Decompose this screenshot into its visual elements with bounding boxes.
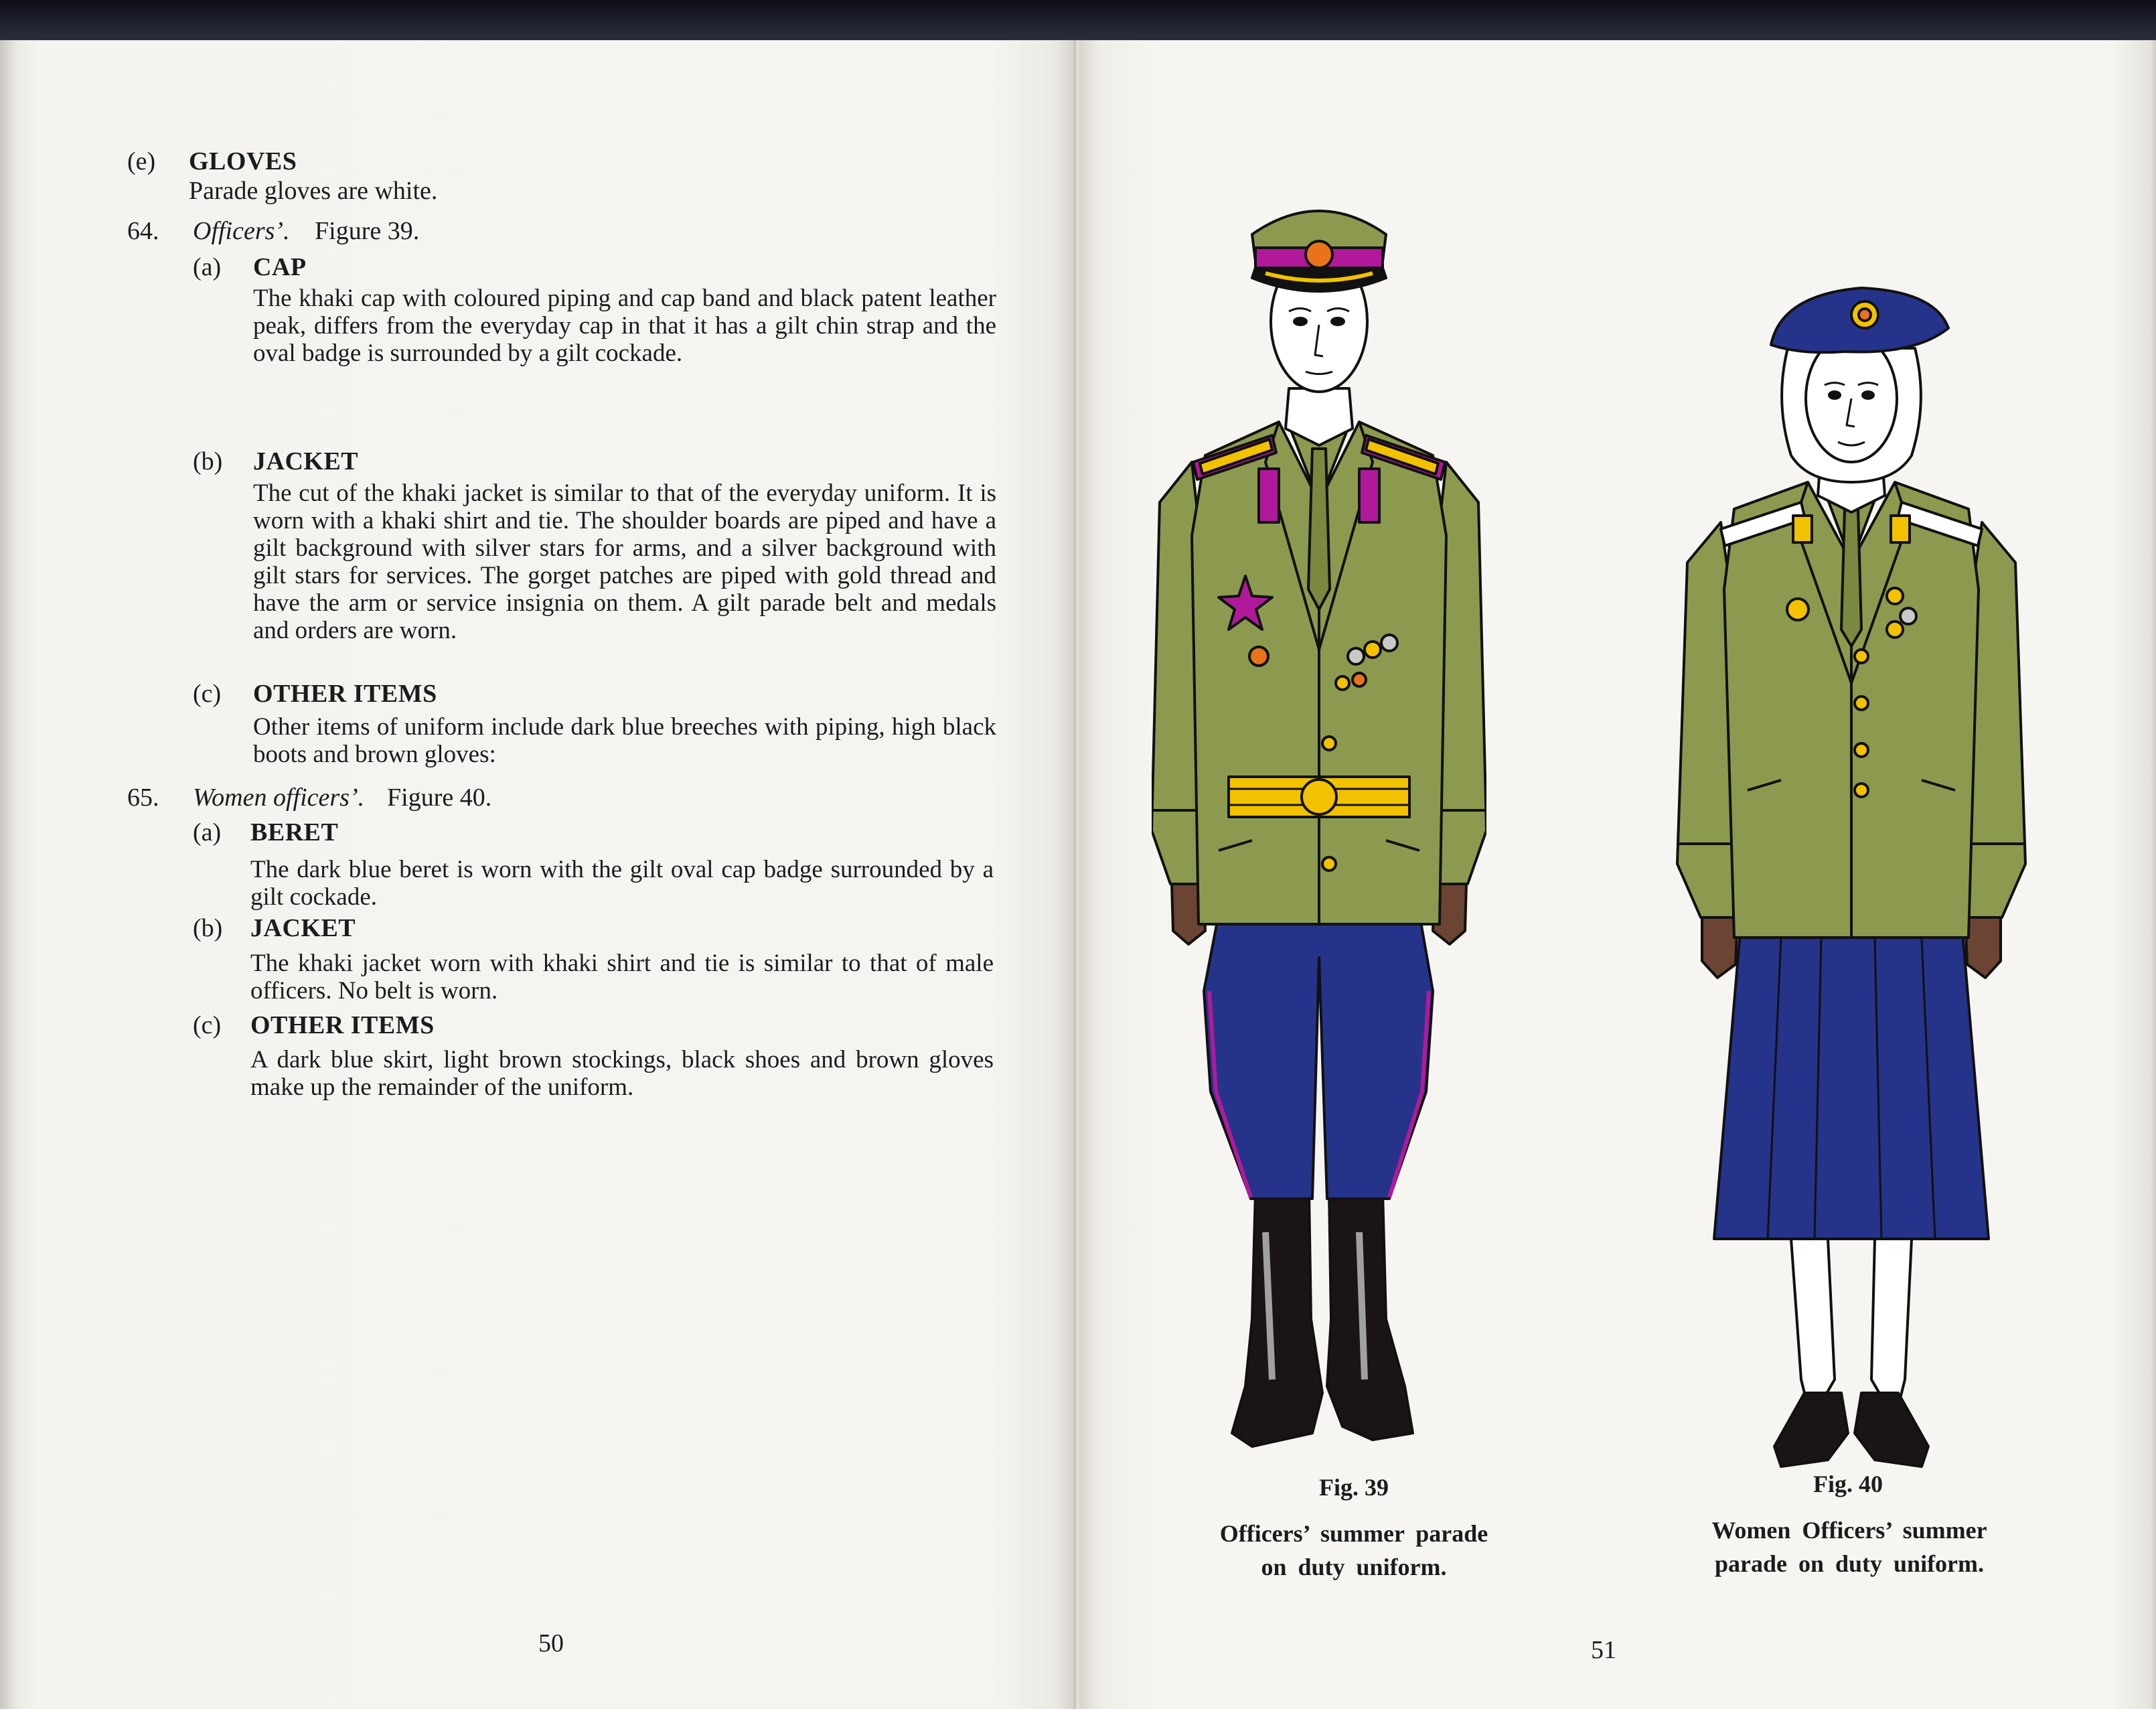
- para-65a-heading: BERET: [250, 818, 339, 846]
- para-64c-text: Other items of uniform include dark blue breeches with piping, high black boots and brown gloves:: [253, 713, 996, 768]
- para-64a-marker: (a): [193, 253, 222, 281]
- fig-39-label: Fig. 39: [1319, 1474, 1389, 1501]
- para-65b-text: The khaki jacket worn with khaki shirt and tie is similar to that of male officers. No belt is worn.: [250, 950, 994, 1005]
- para-64-number: 64.: [127, 217, 159, 245]
- right-glove-w: [1965, 917, 2001, 978]
- fig-40-caption: [1682, 1513, 2017, 1580]
- fig-40-caption-line1: Women Officers’ summer: [1711, 1517, 1987, 1544]
- para-65a-marker: (a): [193, 818, 222, 846]
- item-e-marker: (e): [127, 147, 156, 175]
- figure-39-illustration: [1152, 188, 1486, 1493]
- para-64c-heading: OTHER ITEMS: [253, 680, 437, 708]
- fig-39-caption-line1: Officers’ summer parade: [1219, 1520, 1488, 1547]
- para-65c-text: A dark blue skirt, light brown stockings, black shoes and brown gloves make up the remainder of the uniform.: [250, 1046, 994, 1101]
- left-shoe: [1774, 1393, 1848, 1467]
- cap-badge-icon: [1306, 241, 1332, 268]
- para-65-figref: Figure 40.: [387, 784, 492, 812]
- para-64b-text: The cut of the khaki jacket is similar to that of the everyday uniform. It is worn with a khaki shirt and tie. The shoulder boards are piped and have a gilt background with silver stars for arms, and a silver background with gilt stars for services. The gorget patches are piped with gold thread and have the arm or service insignia on them. A gilt parade belt and medals and orders are worn.: [253, 479, 996, 644]
- para-65c-heading: OTHER ITEMS: [250, 1011, 435, 1039]
- fig-39-caption-line2: on duty uniform.: [1261, 1554, 1447, 1580]
- page-50: [0, 40, 1078, 1709]
- para-64a-text: The khaki cap with coloured piping and cap band and black patent leather peak, differs from the everyday cap in that it has a gilt chin strap and the oval badge is surrounded by a gilt cockade.: [253, 285, 996, 367]
- page-51: [1079, 40, 2156, 1709]
- para-64a-heading: CAP: [253, 253, 307, 281]
- para-65b-marker: (b): [193, 914, 223, 942]
- tie-w: [1841, 509, 1861, 646]
- para-64b-marker: (b): [193, 447, 223, 475]
- right-boot: [1327, 1192, 1413, 1440]
- dark-blue-skirt: [1714, 924, 1989, 1239]
- para-65-title: Women officers’.: [193, 784, 365, 812]
- left-glove-w: [1702, 917, 1738, 978]
- para-64-title: Officers’.: [193, 217, 290, 245]
- right-shoe: [1855, 1393, 1928, 1467]
- para-65c-marker: (c): [193, 1011, 222, 1039]
- para-65b-heading: JACKET: [250, 914, 356, 942]
- figure-40-illustration: [1674, 281, 2029, 1500]
- page-number-50: 50: [538, 1629, 564, 1657]
- scan-top-edge: [0, 0, 2156, 43]
- item-e-heading: GLOVES: [189, 147, 297, 175]
- para-65-number: 65.: [127, 784, 159, 812]
- fig-39-caption: [1186, 1517, 1521, 1584]
- page-number-51: 51: [1591, 1636, 1616, 1664]
- para-65a-text: The dark blue beret is worn with the gilt oval cap badge surrounded by a gilt cockade.: [250, 856, 994, 911]
- left-boot: [1232, 1192, 1322, 1446]
- para-64c-marker: (c): [193, 680, 222, 708]
- para-64b-heading: JACKET: [253, 447, 359, 475]
- item-e-text: Parade gloves are white.: [189, 177, 438, 205]
- fig-40-label: Fig. 40: [1813, 1471, 1883, 1497]
- fig-40-caption-line2: parade on duty uniform.: [1714, 1550, 1985, 1577]
- tie: [1308, 449, 1330, 609]
- para-64-figref: Figure 39.: [315, 217, 420, 245]
